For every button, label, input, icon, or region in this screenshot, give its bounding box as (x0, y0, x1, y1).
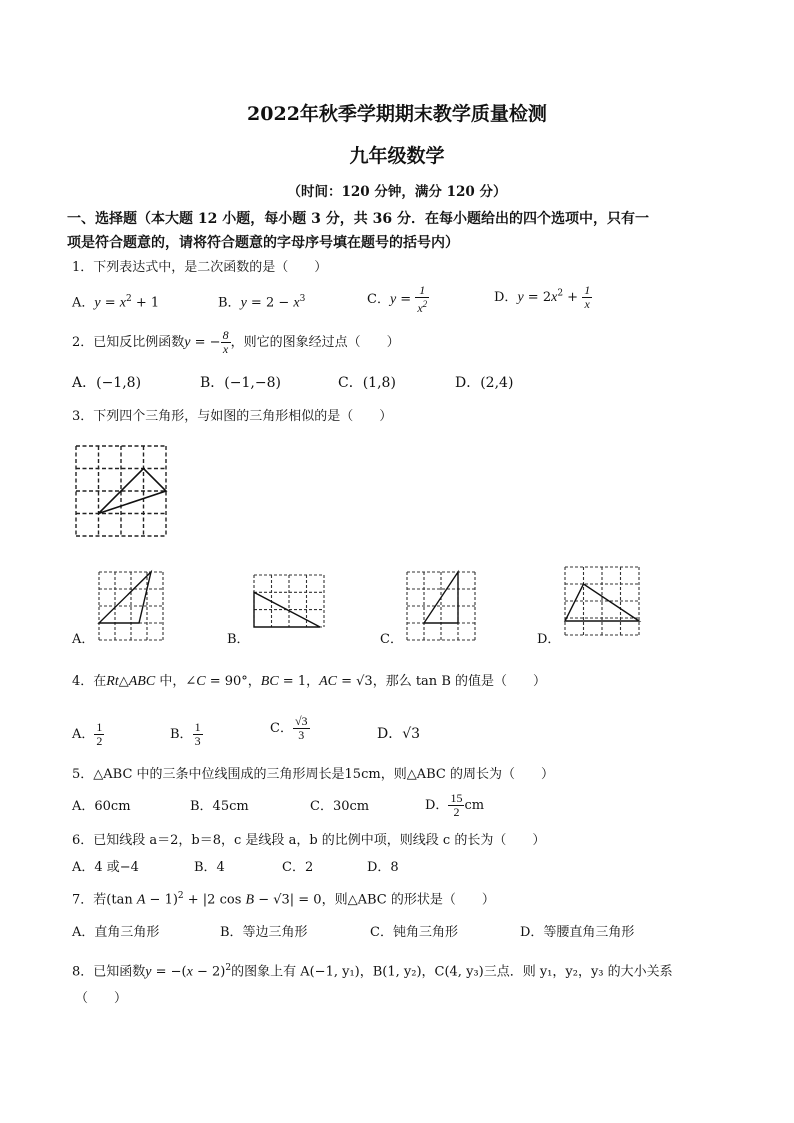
q2-option-a: A．(−1,8) (72, 375, 142, 391)
q5-option-c: C．30cm (310, 799, 370, 814)
q5-stem: 5．△ABC 中的三条中位线围成的三角形周长是15cm，则△ABC 的周长为（ ） (72, 767, 554, 782)
time-info: （时间：120 分钟，满分 120 分） (287, 184, 507, 200)
q2-stem: 2．已知反比例函数y = − $\frac{8}{x}$ ，则它的图象经过点（ ） (72, 328, 400, 356)
q1-option-a: A．$y = x^2 + 1$ (72, 294, 160, 311)
q3-stem: 3．下列四个三角形，与如图的三角形相似的是（ ） (72, 409, 393, 424)
q1-option-d: D．$y = 2x^2$ + $\frac{1}{x}$ (494, 283, 591, 311)
q2-option-c: C．(1,8) (338, 375, 396, 391)
q4-option-d: D．√3 (377, 726, 421, 742)
exam-title: 2022年秋季学期期末教学质量检测 (247, 103, 547, 125)
section-heading-line2: 项是符合题意的，请将符合题意的字母序号填在题号的括号内） (67, 235, 459, 251)
q3-option-d-figure[interactable] (565, 567, 639, 635)
section-heading-line1: 一、选择题（本大题 12 小题，每小题 3 分，共 36 分．在每小题给出的四个选项中，只有一 (67, 211, 649, 227)
q5-option-a: A．60cm (72, 799, 131, 814)
q6-option-d: D．8 (367, 860, 399, 875)
q7-option-d: D．等腰直角三角形 (520, 925, 635, 940)
q8-answer-bracket: （ ） (75, 991, 128, 1006)
q3-label-c: C． (380, 632, 403, 647)
q4-option-b: B． $\frac{1}{3}$ (170, 720, 201, 748)
q7-option-a: A．直角三角形 (72, 925, 160, 940)
q6-stem: 6．已知线段 a＝2，b＝8，c 是线段 a，b 的比例中项，则线段 c 的长为（ ） (72, 833, 546, 848)
q3-label-a: A． (72, 632, 95, 647)
q6-option-b: B．4 (194, 860, 225, 875)
q2-option-d: D．(2,4) (455, 375, 514, 391)
q2-option-b: B．(−1,−8) (200, 375, 281, 391)
q3-option-a-figure[interactable] (99, 572, 163, 640)
q5-option-d: D． $\frac{15}{2}$ cm (425, 791, 485, 819)
q4-option-a: A． $\frac{1}{2}$ (72, 720, 103, 748)
q3-reference-figure (76, 446, 166, 536)
q1-option-b: B．$y = 2 - x^3$ (218, 294, 306, 311)
q8-stem: 8．已知函数$y = -(x - 2)^2$的图象上有 A(−1, y₁)，B(1, y₂)，C(4, y₃)三点．则 y₁，y₂，y₃ 的大小关系 (72, 963, 673, 980)
q6-option-c: C．2 (282, 860, 314, 875)
q1-stem: 1．下列表达式中，是二次函数的是（ ） (72, 260, 328, 275)
q6-option-a: A．4 或−4 (72, 860, 139, 875)
q7-stem: 7．若(tan A − 1)$^2$ + |2 cos B − √3| = 0，则△ABC 的形状是（ ） (72, 891, 495, 908)
subject-title: 九年级数学 (349, 145, 445, 167)
q3-label-d: D． (537, 632, 561, 647)
q3-option-b-figure[interactable] (254, 575, 324, 627)
q4-stem: 4．在Rt△ABC 中，∠C = 90°，BC = 1，AC = √3，那么 tan B 的值是（ ） (72, 674, 547, 689)
q4-option-c: C． $\frac{√3}{3}$ (270, 714, 308, 742)
q3-label-b: B． (227, 632, 250, 647)
q5-option-b: B．45cm (190, 799, 249, 814)
q7-option-c: C．钝角三角形 (370, 925, 458, 940)
q7-option-b: B．等边三角形 (220, 925, 308, 940)
q1-option-c: C．y = $\frac{1}{x^2}$ (367, 283, 428, 315)
q3-option-c-figure[interactable] (407, 572, 475, 640)
